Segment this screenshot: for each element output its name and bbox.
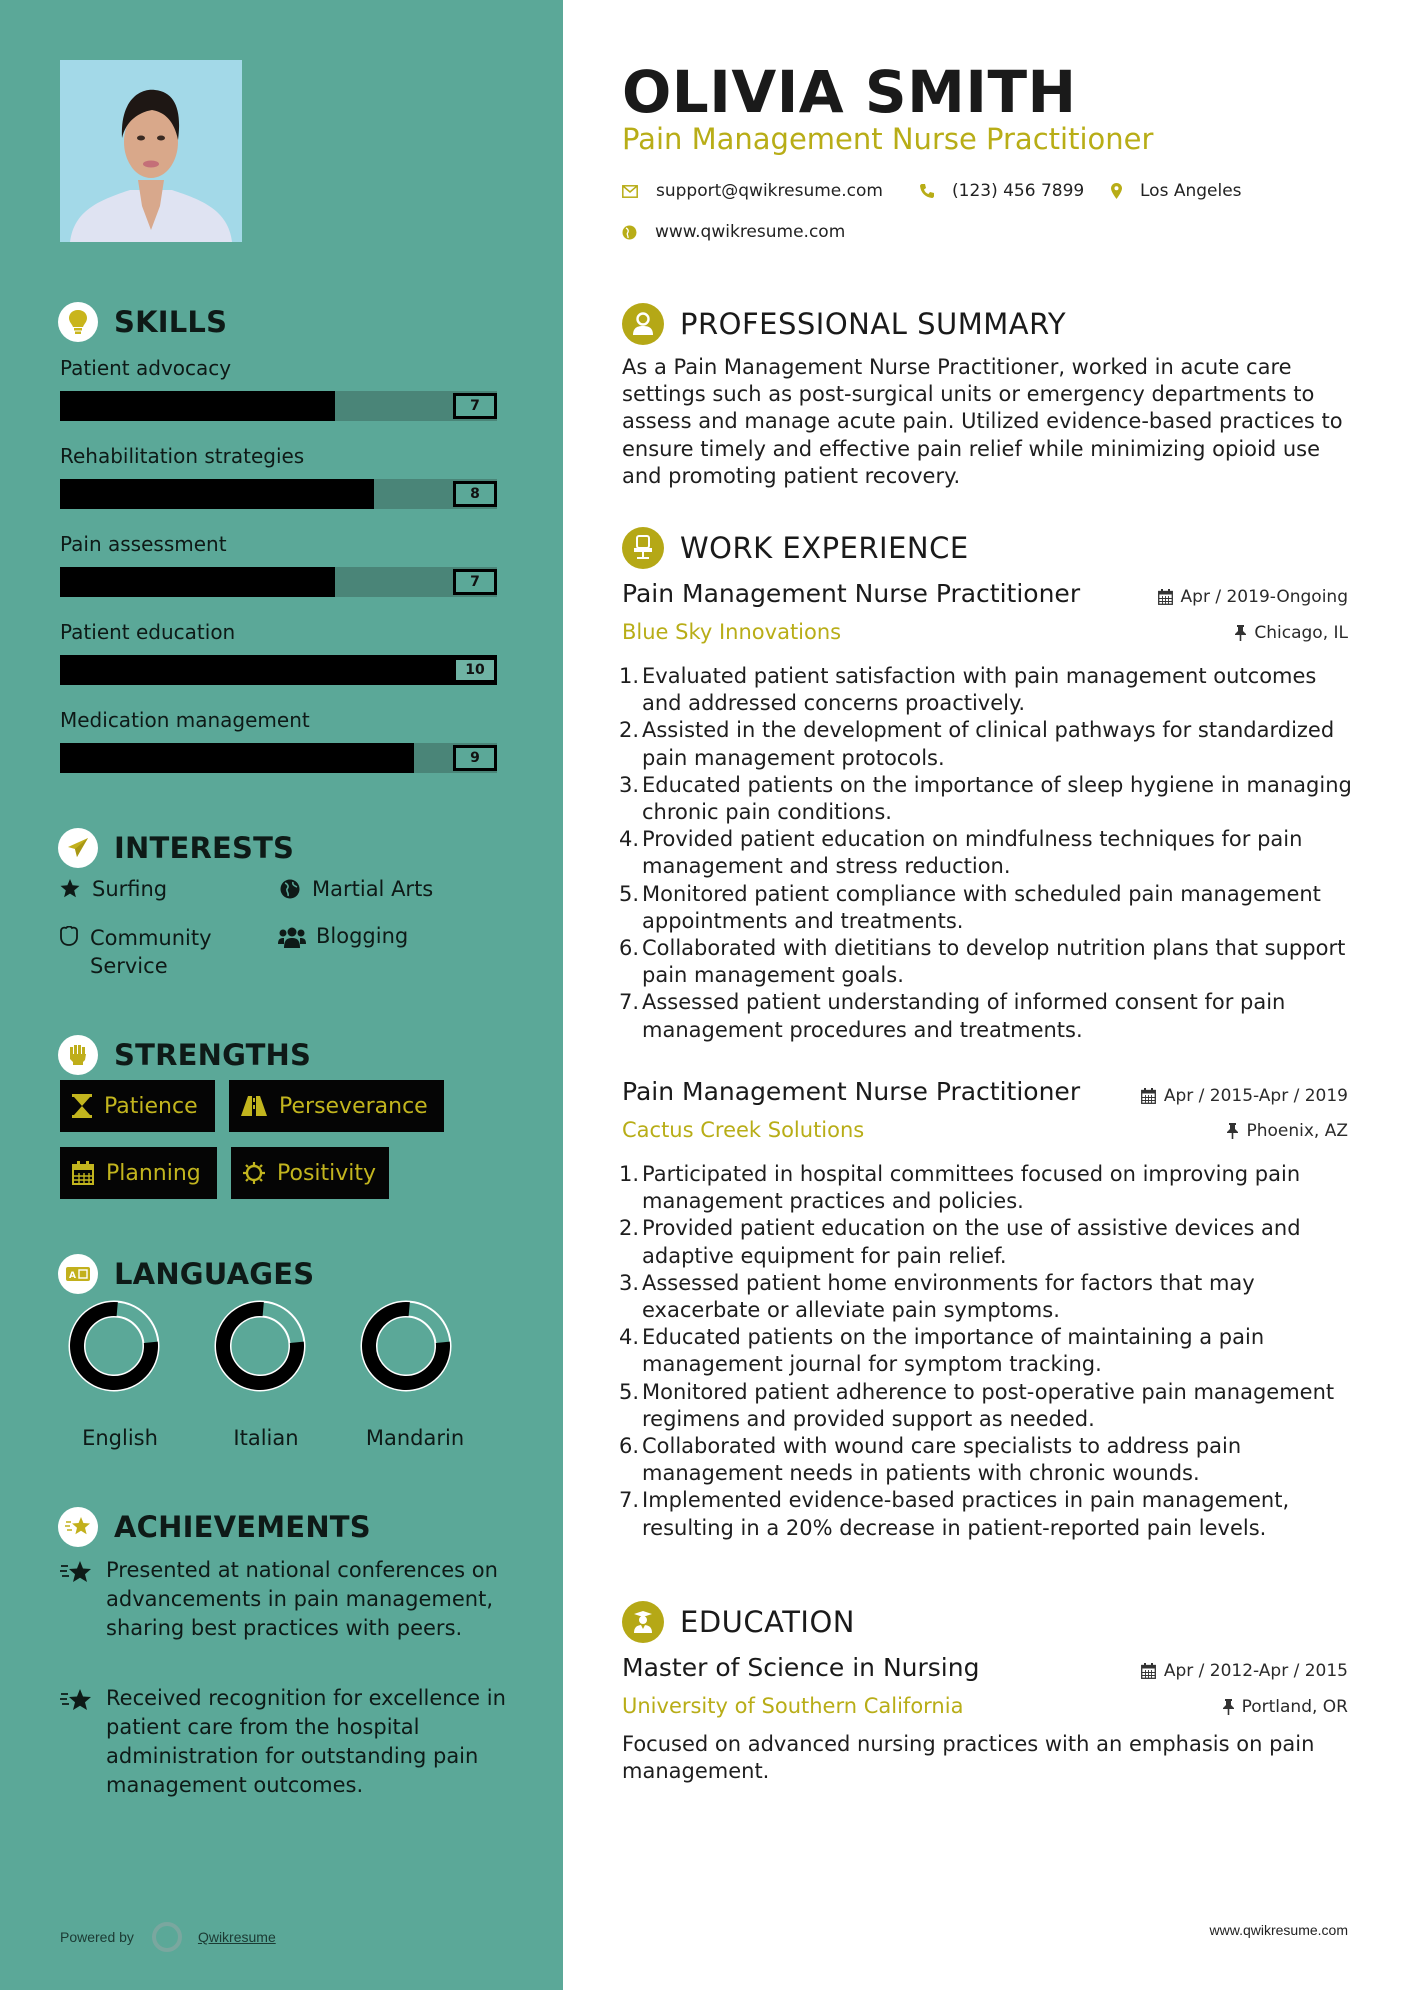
globe-icon: [278, 877, 302, 899]
qwikresume-link[interactable]: Qwikresume: [197, 1929, 276, 1945]
language-icon: [58, 1254, 98, 1294]
skills-heading: [58, 302, 227, 342]
job-dates: Apr / 2019-Ongoing: [1158, 587, 1348, 607]
education-heading: [622, 1601, 855, 1643]
pushpin-icon: [1223, 1699, 1234, 1715]
sidebar: [0, 0, 563, 1990]
skill-bar-fill: [60, 743, 414, 773]
language-donut-italian: [213, 1299, 307, 1397]
education-description: Focused on advanced nursing practices with an emphasis on pain management.: [622, 1732, 1315, 1784]
strengths-heading: [58, 1035, 311, 1075]
skill-value: 7: [453, 569, 497, 595]
main-content: [563, 0, 1407, 1990]
section-title: SKILLS: [114, 305, 228, 339]
user-icon: [622, 303, 664, 345]
raised-fist-icon: [58, 1035, 98, 1075]
sun-icon: [243, 1162, 265, 1184]
qwikresume-logo-icon: [152, 1922, 182, 1952]
skill-label: Medication management: [60, 708, 310, 732]
strength-pill: Perseverance: [229, 1080, 444, 1132]
bullet-item: Monitored patient adherence to post-operative pain management regimens and provided support as needed.: [642, 1379, 1335, 1431]
education-dates: Apr / 2012-Apr / 2015: [1141, 1661, 1348, 1681]
education-degree: Master of Science in Nursing: [622, 1653, 980, 1682]
summary-text: As a Pain Management Nurse Practitioner, worked in acute care settings such as post-surgical units or emergency departments to assess and manage acute pain. Utilized evidence-based practices to ensure timely and effective pain relief while minimizing opioid use and promoting patient recovery.: [622, 355, 1343, 488]
pushpin-icon: [1235, 625, 1246, 641]
skill-bar: [60, 391, 497, 421]
job-role: Pain Management Nurse Practitioner: [622, 1077, 1081, 1106]
language-label: English: [82, 1426, 158, 1450]
pushpin-icon: [1227, 1123, 1238, 1139]
skill-bar-fill: [60, 567, 335, 597]
skill-label: Patient advocacy: [60, 356, 232, 380]
bullet-item: Collaborated with wound care specialists to address pain management needs in patients with chronic wounds.: [642, 1434, 1242, 1486]
section-title: ACHIEVEMENTS: [114, 1510, 371, 1544]
shooting-star-icon: [60, 1556, 106, 1643]
bullet-item: Assessed patient understanding of informed consent for pain management procedures and treatments.: [642, 990, 1286, 1042]
skill-label: Patient education: [60, 620, 236, 644]
bullet-item: Educated patients on the importance of maintaining a pain management journal for symptom tracking.: [642, 1325, 1265, 1377]
section-title: PROFESSIONAL SUMMARY: [680, 307, 1067, 341]
skill-bar-fill: [60, 655, 497, 685]
contact-website: www.qwikresume.com: [622, 222, 845, 242]
bullet-item: Provided patient education on mindfulness techniques for pain management and stress reduction.: [642, 827, 1303, 879]
contact-location: Los Angeles: [1111, 181, 1242, 201]
education-school: University of Southern California: [622, 1694, 964, 1718]
candidate-name: OLIVIA SMITH: [622, 58, 1077, 126]
section-title: EDUCATION: [680, 1605, 856, 1639]
star-icon: [58, 877, 82, 898]
achievement-item: Presented at national conferences on advancements in pain management, sharing best practices with peers.: [60, 1556, 510, 1643]
interest-item: Community Service: [58, 924, 258, 980]
skill-bar: [60, 743, 497, 773]
shooting-star-icon: [58, 1507, 98, 1547]
calendar-icon: [72, 1161, 94, 1185]
bullet-item: Implemented evidence-based practices in pain management, resulting in a 20% decrease in patient-reported pain levels.: [642, 1488, 1290, 1540]
calendar-icon: [1141, 1088, 1156, 1104]
skill-value: 10: [453, 657, 497, 683]
bullet-item: Provided patient education on the use of assistive devices and adaptive equipment for pain relief.: [642, 1216, 1301, 1268]
skill-value: 7: [453, 393, 497, 419]
job-bullets: [622, 663, 1362, 1044]
road-icon: [241, 1096, 267, 1116]
interest-item: Martial Arts: [278, 877, 433, 901]
calendar-icon: [1141, 1663, 1156, 1679]
svg-text:A: A: [69, 1271, 76, 1281]
skill-value: 8: [453, 481, 497, 507]
map-pin-icon: [1111, 183, 1122, 199]
lightbulb-icon: [58, 302, 98, 342]
phone-icon: [920, 184, 934, 198]
skill-bar-fill: [60, 479, 374, 509]
contact-email: support@qwikresume.com: [622, 181, 883, 201]
bullet-item: Participated in hospital committees focused on improving pain management practices and policies.: [642, 1162, 1301, 1214]
job-company: Cactus Creek Solutions: [622, 1118, 865, 1142]
summary-heading: [622, 303, 1066, 345]
skill-bar: [60, 655, 497, 685]
section-title: WORK EXPERIENCE: [680, 531, 969, 565]
skill-bar: [60, 567, 497, 597]
globe-icon: [622, 225, 637, 240]
envelope-icon: [622, 185, 638, 198]
footer-website[interactable]: www.qwikresume.com: [1209, 1922, 1348, 1938]
section-title: STRENGTHS: [114, 1038, 312, 1072]
shooting-star-icon: [60, 1684, 106, 1800]
office-chair-icon: [622, 527, 664, 569]
job-company: Blue Sky Innovations: [622, 620, 842, 644]
hourglass-icon: [72, 1094, 92, 1118]
education-location: Portland, OR: [1223, 1697, 1348, 1717]
powered-by: Powered by Qwikresume: [60, 1922, 276, 1952]
contact-phone: (123) 456 7899: [920, 181, 1084, 201]
job-location: Chicago, IL: [1235, 623, 1348, 643]
profile-photo: [60, 60, 242, 242]
candidate-title: Pain Management Nurse Practitioner: [622, 122, 1154, 156]
bullet-item: Evaluated patient satisfaction with pain management outcomes and addressed concerns proactively.: [642, 664, 1317, 716]
experience-heading: [622, 527, 969, 569]
strength-pill: Planning: [60, 1147, 217, 1199]
job-role: Pain Management Nurse Practitioner: [622, 579, 1081, 608]
bullet-item: Collaborated with dietitians to develop nutrition plans that support pain management goals.: [642, 936, 1346, 988]
graduate-icon: [622, 1601, 664, 1643]
skill-bar-fill: [60, 391, 335, 421]
bullet-item: Assisted in the development of clinical pathways for standardized pain management protocols.: [642, 718, 1335, 770]
job-bullets: [622, 1161, 1362, 1542]
interests-heading: [58, 828, 294, 868]
paper-plane-icon: [58, 828, 98, 868]
achievements-heading: [58, 1507, 371, 1547]
interest-item: Surfing: [58, 877, 167, 901]
section-title: LANGUAGES: [114, 1257, 315, 1291]
language-label: Italian: [233, 1426, 299, 1450]
skill-label: Pain assessment: [60, 532, 227, 556]
skill-label: Rehabilitation strategies: [60, 444, 305, 468]
job-location: Phoenix, AZ: [1227, 1121, 1348, 1141]
job-dates: Apr / 2015-Apr / 2019: [1141, 1086, 1348, 1106]
strength-pill: Patience: [60, 1080, 215, 1132]
calendar-icon: [1158, 589, 1173, 605]
users-icon: [278, 924, 306, 948]
fist-icon: [58, 924, 80, 946]
achievement-item: Received recognition for excellence in patient care from the hospital administration for outstanding pain management outcomes.: [60, 1684, 510, 1800]
section-title: INTERESTS: [114, 831, 295, 865]
strength-pill: Positivity: [231, 1147, 389, 1199]
language-donut-mandarin: [359, 1299, 453, 1397]
language-label: Mandarin: [365, 1426, 465, 1450]
bullet-item: Monitored patient compliance with scheduled pain management appointments and treatments.: [642, 881, 1321, 933]
bullet-item: Educated patients on the importance of sleep hygiene in managing chronic pain conditions.: [642, 772, 1352, 825]
interest-item: Blogging: [278, 924, 408, 948]
languages-heading: [58, 1254, 314, 1294]
bullet-item: Assessed patient home environments for factors that may exacerbate or alleviate pain symptoms.: [642, 1270, 1255, 1323]
skill-bar: [60, 479, 497, 509]
language-donut-english: [67, 1299, 161, 1397]
skill-value: 9: [453, 745, 497, 771]
